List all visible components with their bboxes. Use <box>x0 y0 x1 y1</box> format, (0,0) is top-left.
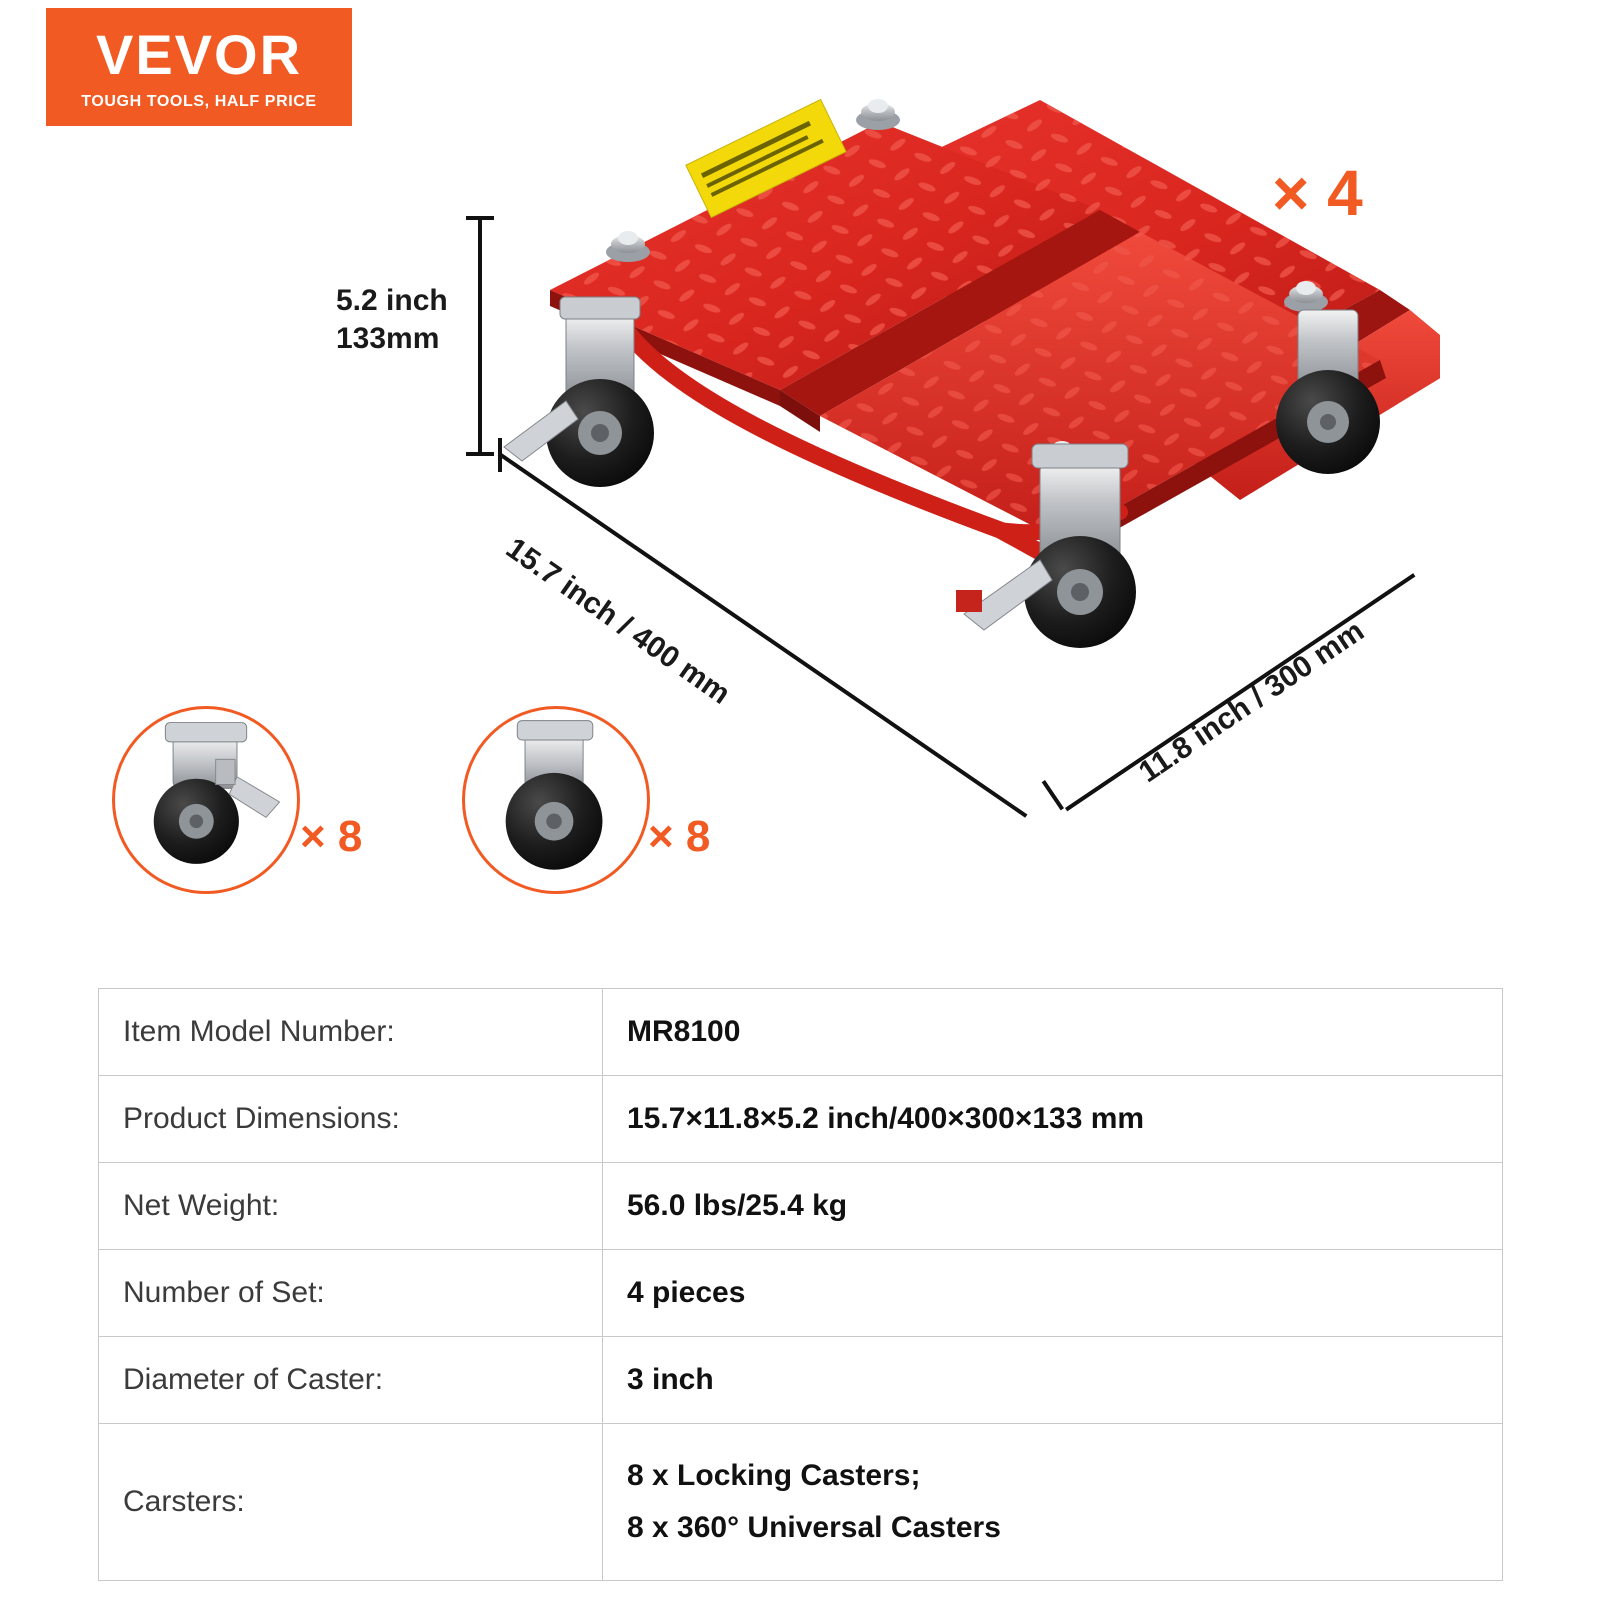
height-dimension-inch: 5.2 inch <box>336 284 448 317</box>
table-row <box>99 1076 1503 1163</box>
spec-label: Diameter of Caster: <box>99 1337 603 1424</box>
universal-caster-callout <box>462 706 650 894</box>
car-dolly-image <box>480 60 1440 740</box>
locking-caster-icon <box>115 709 297 891</box>
width-dimension-label: 11.8 inch / 300 mm <box>1133 614 1371 790</box>
spec-label: Item Model Number: <box>99 989 603 1076</box>
height-dimension-mm: 133mm <box>336 321 440 355</box>
length-dimension-label: 15.7 inch / 400 mm <box>499 531 737 711</box>
table-row <box>99 1163 1503 1250</box>
brand-name: VEVOR <box>95 23 303 86</box>
locking-caster-quantity: × 8 <box>300 812 363 861</box>
spec-value <box>603 1424 1503 1581</box>
brand-tagline: TOUGH TOOLS, HALF PRICE <box>81 93 317 110</box>
spec-value: 15.7×11.8×5.2 inch/400×300×133 mm <box>603 1076 1503 1163</box>
specification-table <box>98 988 1503 1581</box>
spec-label: Carsters: <box>99 1424 603 1581</box>
table-row <box>99 989 1503 1076</box>
spec-value: 3 inch <box>603 1337 1503 1424</box>
spec-label: Net Weight: <box>99 1163 603 1250</box>
spec-label: Product Dimensions: <box>99 1076 603 1163</box>
locking-caster-callout <box>112 706 300 894</box>
spec-label: Number of Set: <box>99 1250 603 1337</box>
spec-value-line2: 8 x 360° Universal Casters <box>627 1511 1001 1544</box>
spec-value: 56.0 lbs/25.4 kg <box>603 1163 1503 1250</box>
table-row <box>99 1337 1503 1424</box>
table-row <box>99 1424 1503 1581</box>
spec-value: MR8100 <box>603 989 1503 1076</box>
universal-caster-icon <box>465 709 647 891</box>
spec-value: 4 pieces <box>603 1250 1503 1337</box>
height-dimension-label <box>336 282 448 357</box>
spec-value-line1: 8 x Locking Casters; <box>627 1459 921 1492</box>
table-row <box>99 1250 1503 1337</box>
dolly-quantity-badge: × 4 <box>1272 157 1363 229</box>
universal-caster-quantity: × 8 <box>648 812 711 861</box>
width-guide-cap <box>1042 780 1064 810</box>
